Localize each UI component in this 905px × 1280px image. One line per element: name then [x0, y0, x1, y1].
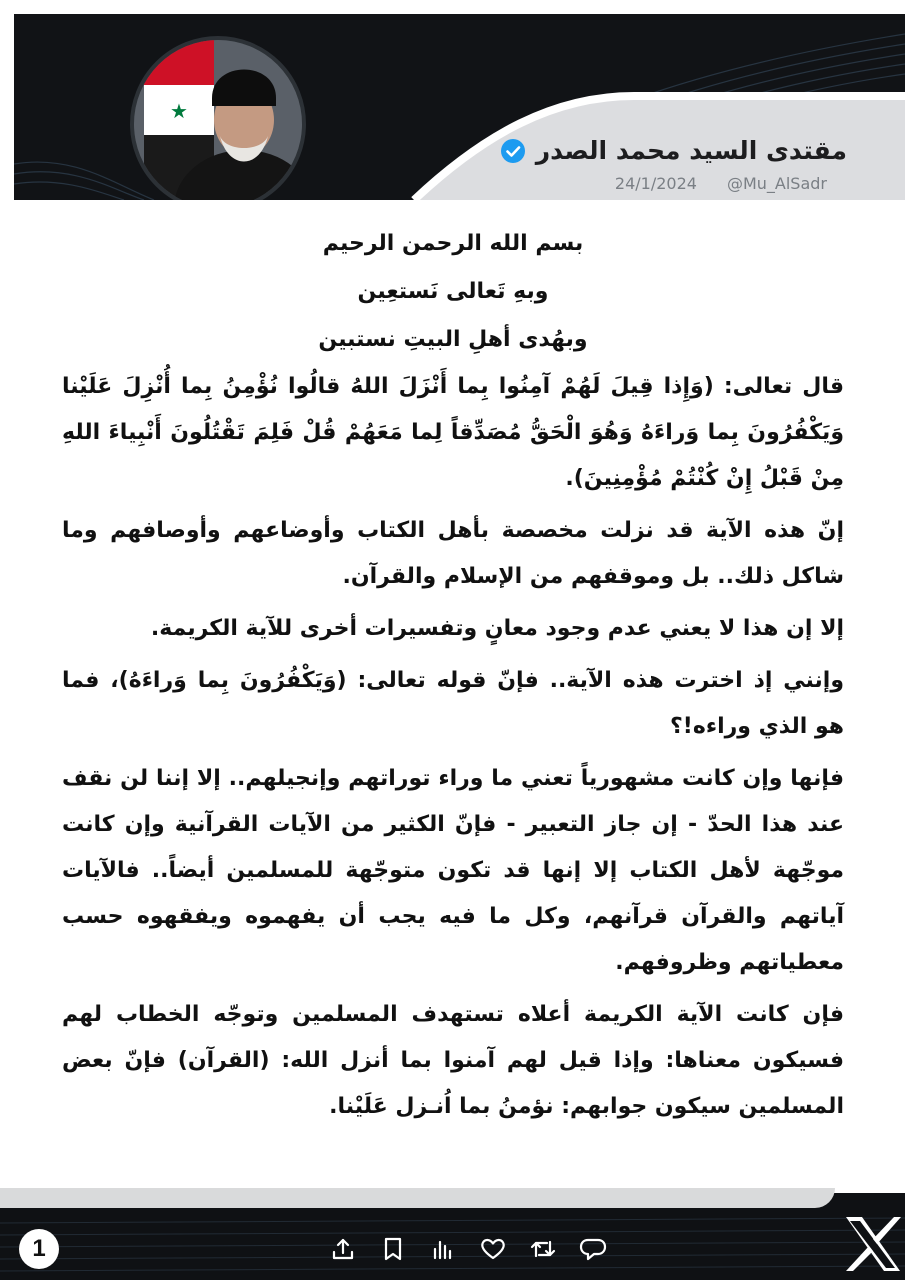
- intro-line: بسم الله الرحمن الرحيم: [322, 231, 584, 256]
- post-paragraph: إنّ هذه الآية قد نزلت مخصصة بأهل الكتاب وأوضاعهم وأوصافهم وما شاكل ذلك.. بل وموقفهم من الإسلام والقرآن.: [62, 518, 844, 589]
- profile-header: [14, 14, 905, 200]
- post-paragraph: وإنني إذ اخترت هذه الآية.. فإنّ قوله تعالى: (وَيَكْفُرُونَ بِما وَراءَهُ)، فما هو الذي وراءه!؟: [62, 668, 844, 739]
- post-paragraph: إلا إن هذا لا يعني عدم وجود معانٍ وتفسيرات أخرى للآية الكريمة.: [150, 616, 844, 641]
- avatar-photo: [134, 40, 302, 200]
- views-button[interactable]: [426, 1232, 460, 1266]
- post-date: 24/1/2024: [614, 174, 697, 193]
- bookmark-icon: [380, 1236, 406, 1262]
- intro-line: وبهُدى أهلِ البيتِ نستبين: [318, 327, 588, 352]
- share-button[interactable]: [326, 1232, 360, 1266]
- post-paragraph: فإنها وإن كانت مشهورياً تعني ما وراء توراتهم وإنجيلهم.. إلا إننا لن نقف عند هذا الحدّ - إن جاز التعبير - فإنّ الكثير من الآيات القرآنية وإن كانت موجّهة لأهل الكتاب إلا إنها قد تكون متوجّهة للمسلمين أيضاً.. فالآيات آياتهم والقرآن قرآنهم، وكل ما فيه يجب أن يفهموه ويفقهوه حسب معطياتهم وظروفهم.: [62, 766, 844, 975]
- bookmark-button[interactable]: [376, 1232, 410, 1266]
- like-button[interactable]: [476, 1232, 510, 1266]
- share-icon: [330, 1236, 356, 1262]
- footer-divider: [0, 1188, 835, 1208]
- post-paragraph: فإن كانت الآية الكريمة أعلاه تستهدف المسلمين وتوجّه الخطاب لهم فسيكون معناها: وإذا قيل لهم آمنوا بما أنزل الله: (القرآن) فإنّ بعض المسلمين سيكون جوابهم: نؤمنُ بما اُنـزل عَلَيْنا.: [62, 1002, 844, 1119]
- author-avatar[interactable]: [130, 36, 306, 200]
- author-handle[interactable]: @Mu_AlSadr: [726, 174, 827, 193]
- repost-icon: [529, 1236, 557, 1262]
- post-paragraph: قال تعالى: (وَإِذا قِيلَ لَهُمْ آمِنُوا بِما أَنْزَلَ اللهُ قالُوا نُؤْمِنُ بِما أُنْزِلَ عَلَيْنا وَيَكْفُرُونَ بِما وَراءَهُ وَهُوَ الْحَقُّ مُصَدِّقاً لِما مَعَهُمْ قُلْ فَلِمَ تَقْتُلُونَ أَنْبِياءَ اللهِ مِنْ قَبْلُ إِنْ كُنْتُمْ مُؤْمِنِينَ).: [62, 374, 844, 491]
- author-meta-row: [615, 174, 827, 193]
- intro-line: وبهِ تَعالى نَستعِين: [357, 279, 549, 304]
- post-action-bar: [326, 1232, 610, 1266]
- repost-button[interactable]: [526, 1232, 560, 1266]
- heart-icon: [479, 1236, 507, 1262]
- x-logo-icon: [842, 1213, 904, 1275]
- reply-icon: [579, 1236, 607, 1262]
- bar-chart-icon: [430, 1236, 456, 1262]
- svg-text:★: ★: [170, 99, 188, 123]
- page-number-badge: 1: [19, 1229, 59, 1269]
- verified-badge-icon: [500, 138, 526, 164]
- author-name-row: [500, 136, 847, 165]
- post-body: [62, 220, 844, 1136]
- reply-button[interactable]: [576, 1232, 610, 1266]
- author-name[interactable]: مقتدى السيد محمد الصدر: [535, 136, 847, 165]
